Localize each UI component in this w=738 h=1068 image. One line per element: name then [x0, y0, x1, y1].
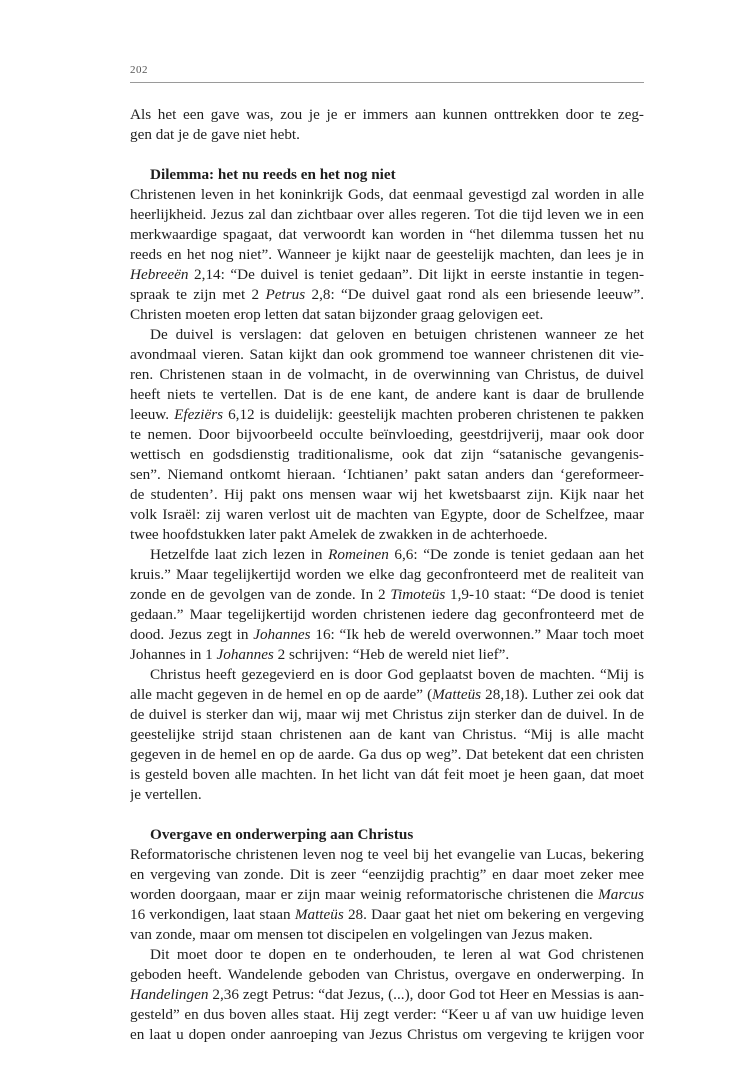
text-line: je vertellen.: [130, 786, 202, 803]
book-reference: Romeinen: [328, 546, 389, 563]
book-reference: Johannes: [253, 626, 311, 643]
text-line: Dit moet door te dopen en te onderhouden, te leren al wat God christenen: [150, 946, 644, 963]
text-line: heerlijkheid. Jezus zal dan zichtbaar over alles regeren. Tot die tijd leven we in een: [130, 206, 644, 223]
book-reference: Matteüs: [432, 686, 482, 703]
text-line: avondmaal vieren. Satan kijkt dan ook grommend toe wanneer christenen dit vie-: [130, 346, 644, 363]
text-line: kruis.” Maar tegelijkertijd worden we elke dag geconfronteerd met de realiteit van: [130, 566, 644, 583]
text-line: gesteld” en dus boven alles staat. Hij zegt verder: “Keer u af van uw huidige leven: [130, 1006, 644, 1023]
text-line: wettisch en godsdienstig traditionalisme, ook dat zijn “satanische gevangenis-: [130, 446, 644, 463]
text-line: De duivel is verslagen: dat geloven en betuigen christenen wanneer ze het: [150, 326, 644, 343]
running-header: [130, 62, 644, 83]
text-line: gegeven in de hemel en op de aarde. Ga dus op weg”. Dat betekent dat een christen: [130, 746, 644, 763]
book-reference: Matteüs: [294, 906, 344, 923]
text-line: heeft niets te vertellen. Dat is de ene kant, de andere kant is daar de brullende: [130, 386, 644, 403]
text-line: Hetzelfde laat zich lezen in Romeinen 6,6: “De zonde is teniet gedaan aan het: [150, 546, 644, 563]
text-line: leeuw. Efeziërs 6,12 is duidelijk: geestelijk machten proberen christenen te pakken: [130, 406, 644, 423]
section-heading: Overgave en onderwerping aan Christus: [150, 826, 414, 843]
text-line: te nemen. Door bijvoorbeeld occulte beïnvloeding, geestdrijverij, maar ook door: [130, 426, 644, 443]
text-line: geestelijke strijd staan christenen aan de kant van Christus. “Mij is alle macht: [130, 726, 644, 743]
text-line: gen dat je de gave niet hebt.: [130, 126, 300, 143]
book-reference: Marcus: [598, 886, 644, 903]
text-line: van zonde, maar om mensen tot discipelen en volgelingen van Jezus maken.: [130, 926, 593, 943]
text-line: zonde en de gevolgen van de zonde. In 2 Timoteüs 1,9-10 staat: “De dood is teniet: [130, 586, 644, 603]
text-line: en vergeving van zonde. Dit is zeer “eenzijdig prachtig” en daar moet zeker mee: [130, 866, 644, 883]
text-line: Hebreeën 2,14: “De duivel is teniet gedaan”. Dit lijkt in eerste instantie in tegen-: [130, 266, 644, 283]
text-line: sen”. Niemand ontkomt hieraan. ‘Ichtianen’ pakt satan anders dan ‘gereformeer-: [130, 466, 644, 483]
text-line: merkwaardige spagaat, dat verwoordt kan worden in “het dilemma tussen het nu: [130, 226, 644, 243]
text-line: 16 verkondigen, laat staan Matteüs 28. Daar gaat het niet om bekering en vergeving: [130, 906, 644, 923]
text-line: gedaan.” Maar tegelijkertijd worden christenen iedere dag geconfronteerd met de: [130, 606, 644, 623]
text-line: geboden heeft. Wandelende geboden van Christus, overgave en onderwerping. In: [130, 966, 644, 983]
text-line: de studenten’. Hij pakt ons mensen waar wij het kwetsbaarst zijn. Kijk naar het: [130, 486, 644, 503]
body-text: [130, 105, 644, 1045]
book-reference: Hebreeën: [130, 266, 189, 283]
text-line: spraak te zijn met 2 Petrus 2,8: “De duivel gaat rond als een briesende leeuw”.: [130, 286, 644, 303]
text-line: Christen moeten erop letten dat satan bijzonder graag gelovigen eet.: [130, 306, 544, 323]
book-reference: Timoteüs: [390, 586, 446, 603]
text-line: alle macht gegeven in de hemel en op de aarde” (Matteüs 28,18). Luther zei ook dat: [130, 686, 644, 703]
text-line: dood. Jezus zegt in Johannes 16: “Ik heb de wereld overwonnen.” Maar toch moet: [130, 626, 644, 643]
text-line: twee hoofdstukken later pakt Amelek de zwakken in de achterhoede.: [130, 526, 548, 543]
text-line: worden doorgaan, maar er zijn maar weinig reformatorische christenen die Marcus: [130, 886, 644, 903]
text-line: en laat u dopen onder aanroeping van Jezus Christus om vergeving te krijgen voor: [130, 1026, 644, 1043]
text-line: Christenen leven in het koninkrijk Gods, dat eenmaal gevestigd zal worden in alle: [130, 186, 644, 203]
text-line: volk Israël: zij waren verlost uit de machten van Egypte, door de Schelfzee, maar: [130, 506, 644, 523]
text-line: Johannes in 1 Johannes 2 schrijven: “Heb de wereld niet lief”.: [130, 646, 510, 663]
text-line: Christus heeft gezegevierd en is door God geplaatst boven de machten. “Mij is: [150, 666, 644, 683]
book-reference: Johannes: [216, 646, 274, 663]
text-line: ren. Christenen staan in de volmacht, in de overwinning van Christus, de duivel: [130, 366, 644, 383]
page-number: 202: [130, 64, 148, 76]
text-line: reeds en het nog niet”. Wanneer je kijkt naar de geestelijk machten, dan lees je in: [130, 246, 644, 263]
text-line: Handelingen 2,36 zegt Petrus: “dat Jezus, (...), door God tot Heer en Messias is aan-: [130, 986, 644, 1003]
book-reference: Petrus: [265, 286, 306, 303]
text-line: Reformatorische christenen leven nog te veel bij het evangelie van Lucas, bekering: [130, 846, 644, 863]
section-heading: Dilemma: het nu reeds en het nog niet: [150, 166, 396, 183]
book-reference: Efeziërs: [174, 406, 224, 423]
book-reference: Handelingen: [130, 986, 209, 1003]
text-line: Als het een gave was, zou je je er immers aan kunnen onttrekken door te zeg-: [130, 106, 644, 123]
text-line: de duivel is sterker dan wij, maar wij met Christus zijn sterker dan de duivel. In de: [130, 706, 644, 723]
text-line: is gesteld boven alle machten. In het licht van dát feit moet je heen gaan, dat moet: [130, 766, 644, 783]
